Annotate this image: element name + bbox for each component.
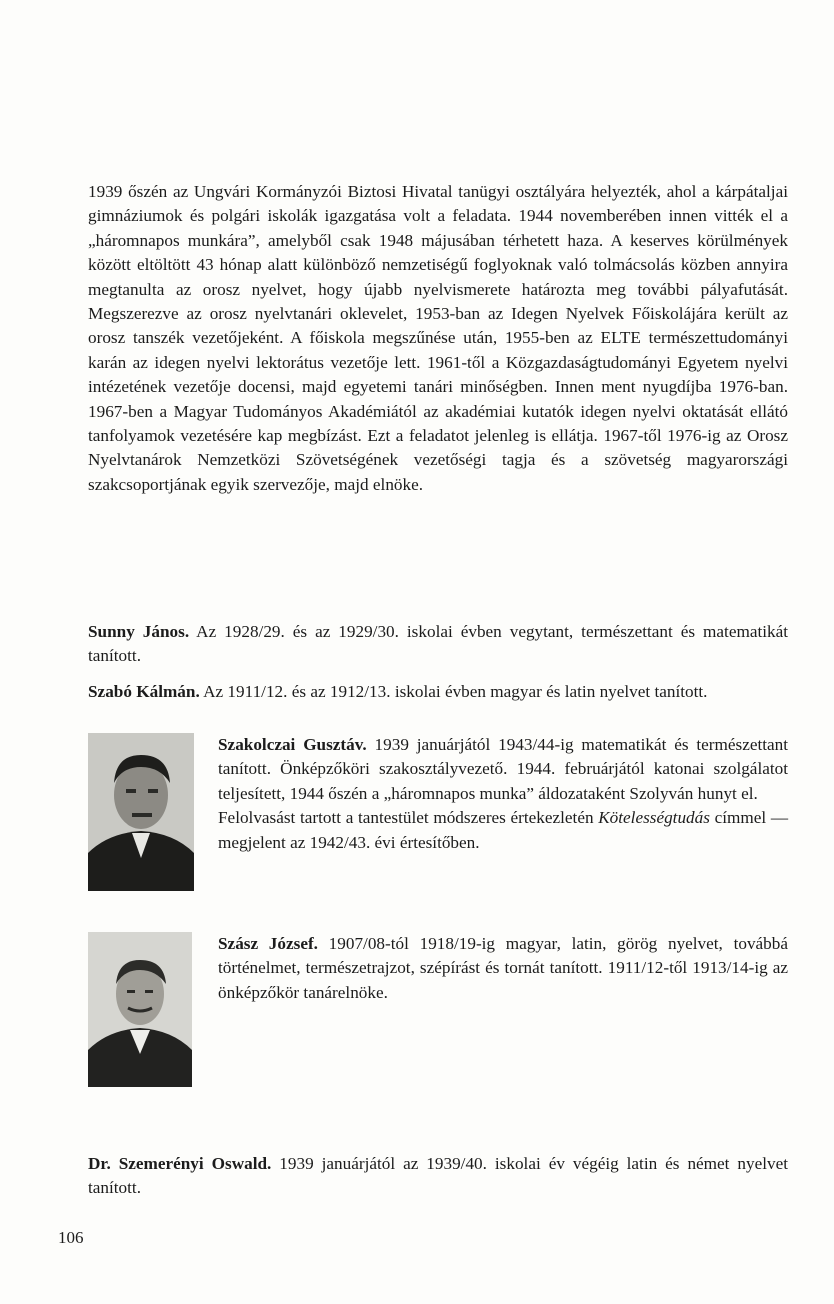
entry-szakolczai (218, 733, 788, 855)
entry-text: 1939 januárjától 1943/44-ig matematikát és természettant tanított. Önképzőköri szakosztályvezető. 1944. februárjától katonai szolgálatot teljesített, 1944 őszén a „háromnapos munka” áldozataként Szolyván hunyt el. (218, 735, 788, 803)
entry-name: Szász József. (218, 934, 318, 953)
entry-text: 1907/08-tól 1918/19-ig magyar, latin, görög nyelvet, továbbá történelmet, természetrajzot, szépírást és tornát tanított. 1911/12-től 1913/14-ig az önképzőkör tanárelnöke. (218, 934, 788, 1002)
entry-szemerenyi (88, 1152, 788, 1201)
entry-text-2: Felolvasást tartott a tantestület módszeres értekezletén (218, 808, 599, 828)
portrait-illustration (88, 932, 192, 1087)
entry-text-2-end: címmel — megjelent az 1942/43. évi értesítőben. (218, 808, 789, 852)
publication-title: Kötelességtudás (598, 808, 710, 828)
entry-szasz (218, 932, 788, 1005)
portrait-photo-szasz (88, 932, 192, 1087)
entry-name: Szabó Kálmán. (88, 682, 200, 701)
entry-name: Szakolczai Gusztáv. (218, 735, 367, 754)
portrait-illustration (88, 733, 194, 891)
entry-text: 1939 januárjától az 1939/40. iskolai év végéig latin és német nyelvet tanított. (88, 1154, 788, 1198)
portrait-photo-szakolczai (88, 733, 194, 891)
entry-name: Sunny János. (88, 622, 190, 641)
page-number: 106 (58, 1228, 84, 1247)
entry-szabo (88, 680, 788, 704)
entry-text: Az 1928/29. és az 1929/30. iskolai évben vegytant, természettant és matematikát tanított. (88, 622, 789, 666)
entry-text: Az 1911/12. és az 1912/13. iskolai évben magyar és latin nyelvet tanított. (199, 682, 708, 701)
entry-sunny (88, 620, 788, 669)
entry-name: Dr. Szemerényi Oswald. (88, 1154, 272, 1173)
intro-paragraph: 1939 őszén az Ungvári Kormányzói Biztosi Hivatal tanügyi osztályára helyezték, ahol a kárpátaljai gimnáziumok és polgári iskolák igazgatása volt a feladata. 1944 novemberében innen vitték el a „háromnapos munkára”, amelyből csak 1948 májusában térhetett haza. A keserves körülmények között eltöltött 43 hónap alatt különböző nemzetiségű foglyoknak való tolmácsolás közben annyira megtanulta az orosz nyelvet, hogy újabb nyelvismerete határozta meg további pályafutását. Megszerezve az orosz nyelvtanári oklevelet, 1953-ban az Idegen Nyelvek Főiskolájára került az orosz tanszék vezetőjeként. A főiskola megszűnése után, 1955-ben az ELTE természettudományi karán az idegen nyelvi lektorátus vezetője lett. 1961-től a Közgazdaságtudományi Egyetem nyelvi intézetének vezetője docensi, majd egyetemi tanári minőségben. Innen ment nyugdíjba 1976-ban. 1967-ben a Magyar Tudományos Akadémiától az akadémiai kutatók idegen nyelvi oktatását ellátó tanfolyamok vezetésére kap megbízást. Ezt a feladatot jelenleg is ellátja. 1967-től 1976-ig az Orosz Nyelvtanárok Nemzetközi Szövetségének vezetőségi tagja és a szövetség magyarországi szakcsoportjának egyik szervezője, majd elnöke. (88, 182, 788, 494)
